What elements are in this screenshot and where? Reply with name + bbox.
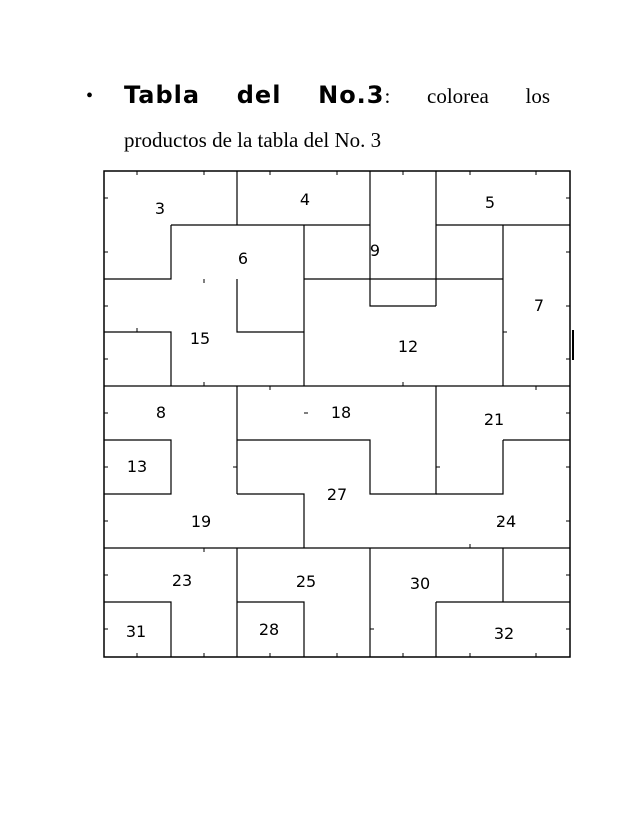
instruction-line-2: productos de la tabla del No. 3 [124, 128, 382, 152]
instruction-no3-label: No.3 [318, 81, 385, 109]
cell-number: 19 [190, 512, 212, 531]
cell-number: 32 [493, 624, 515, 643]
cell-number: 18 [330, 403, 352, 422]
instruction-word-los: los [525, 84, 550, 108]
cell-number: 7 [533, 296, 545, 315]
cell-number: 31 [125, 622, 147, 641]
cell-number: 13 [126, 457, 148, 476]
cell-number: 8 [155, 403, 167, 422]
cell-number: 5 [484, 193, 496, 212]
cell-number: 12 [397, 337, 419, 356]
cell-number: 30 [409, 574, 431, 593]
cell-number: 25 [295, 572, 317, 591]
cell-number: 15 [189, 329, 211, 348]
cell-number: 9 [369, 241, 381, 260]
cell-number: 28 [258, 620, 280, 639]
cell-number: 4 [299, 190, 311, 209]
instruction-word-tabla: Tabla [124, 81, 201, 109]
cell-number: 3 [154, 199, 166, 218]
cell-number: 21 [483, 410, 505, 429]
instruction-word-colorea: colorea [427, 84, 489, 108]
cell-number: 27 [326, 485, 348, 504]
cell-number: 6 [237, 249, 249, 268]
puzzle-numbers [126, 190, 544, 643]
instruction-colon: : [384, 84, 391, 108]
cell-number: 23 [171, 571, 193, 590]
instruction-word-del: del [236, 81, 282, 109]
cell-number: 24 [495, 512, 517, 531]
bullet-point: • [86, 85, 94, 107]
